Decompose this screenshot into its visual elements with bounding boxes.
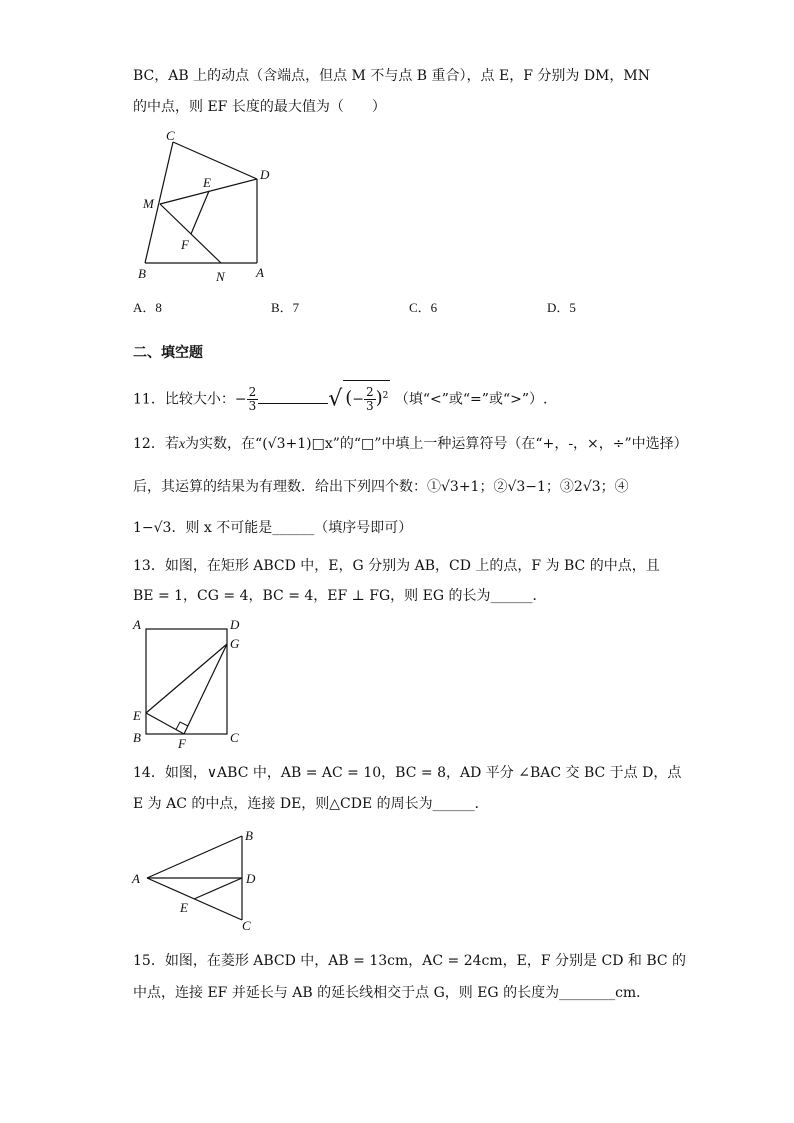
q10-line2: 的中点，则 EF 长度的最大值为（ ） <box>133 99 386 115</box>
q11-minus: − <box>234 391 247 408</box>
q11-fraction: $\frac{2}{3}$ <box>248 385 257 414</box>
q12-line2: 后，其运算的结果为有理数．给出下列四个数：①√3+1；②√3−1；③2√3；④ <box>133 479 629 495</box>
q10-figure <box>130 128 280 288</box>
q11-line: 11．比较大小：− $\frac{2}{3}$ √ (− $\frac{2}{3}$ )$^2$ （填“<”或“=”或“>”）. <box>133 380 547 415</box>
label-b: B <box>245 828 253 843</box>
segment-ef <box>146 713 184 734</box>
label-a: A <box>133 617 141 632</box>
q12-line3: 1−√3．则 x 不可能是______（填序号即可） <box>133 520 413 536</box>
q11-answer-blank[interactable] <box>258 389 328 404</box>
q12-line1: 12．若x为实数，在“(√3+1)□x”的“□”中填上一种运算符号（在“+，-，×，÷”中选择） <box>133 436 688 452</box>
q11-prefix: 11．比较大小： <box>133 391 235 408</box>
label-d: D <box>230 617 240 632</box>
q13-figure <box>128 613 258 751</box>
rect-abcd <box>146 629 227 734</box>
label-m: M <box>143 196 154 211</box>
q12-expression: (√3+1)□x <box>262 436 333 452</box>
segment-de <box>194 878 242 899</box>
segment-ef <box>191 191 209 234</box>
q11-sqrt: (− $\frac{2}{3}$ )$^2$ <box>343 380 390 415</box>
label-a: A <box>132 871 140 886</box>
label-f: F <box>178 736 186 751</box>
segment-fg <box>184 644 227 734</box>
label-d: D <box>260 167 270 182</box>
label-e: E <box>203 175 211 190</box>
section-title: 二、填空题 <box>133 345 203 361</box>
segment-mn <box>160 204 221 263</box>
label-c: C <box>242 918 251 933</box>
q15-line1: 15．如图，在菱形 ABCD 中，AB = 13cm，AC = 24cm，E，F 分别是 CD 和 BC 的 <box>133 953 687 969</box>
q11-suffix: （填“<”或“=”或“>”）. <box>394 391 548 408</box>
q10-option-c: C．6 <box>409 300 438 315</box>
q10-option-a: A．8 <box>133 300 162 315</box>
segment-ab <box>147 836 242 878</box>
label-c: C <box>230 730 239 745</box>
label-n: N <box>216 269 225 284</box>
label-e: E <box>133 708 141 723</box>
q10-option-b: B．7 <box>271 300 300 315</box>
label-c: C <box>166 128 175 143</box>
segment-cd <box>173 142 257 179</box>
q10-line1: BC，AB 上的动点（含端点，但点 M 不与点 B 重合），点 E，F 分别为 DM，MN <box>133 68 650 84</box>
q14-line2: E 为 AC 的中点，连接 DE，则△CDE 的周长为______． <box>133 796 489 812</box>
q14-figure <box>128 822 268 936</box>
q14-line1: 14．如图，∨ABC 中，AB = AC = 10，BC = 8，AD 平分 ∠BAC 交 BC 于点 D，点 <box>133 765 682 781</box>
label-g: G <box>230 636 240 651</box>
q10-option-d: D．5 <box>547 300 576 315</box>
q15-line2: 中点，连接 EF 并延长与 AB 的延长线相交于点 G，则 EG 的长度为________cm． <box>133 985 651 1001</box>
q13-line1: 13．如图，在矩形 ABCD 中，E，G 分别为 AB，CD 上的点，F 为 BC 的中点，且 <box>133 558 660 574</box>
segment-eg <box>146 644 227 713</box>
label-f: F <box>181 237 189 252</box>
label-b: B <box>138 266 146 281</box>
q13-line2: BE = 1，CG = 4，BC = 4，EF ⊥ FG，则 EG 的长为______． <box>133 588 547 604</box>
label-d: D <box>246 871 256 886</box>
label-e: E <box>180 900 188 915</box>
label-a: A <box>256 265 264 280</box>
label-b: B <box>133 730 141 745</box>
